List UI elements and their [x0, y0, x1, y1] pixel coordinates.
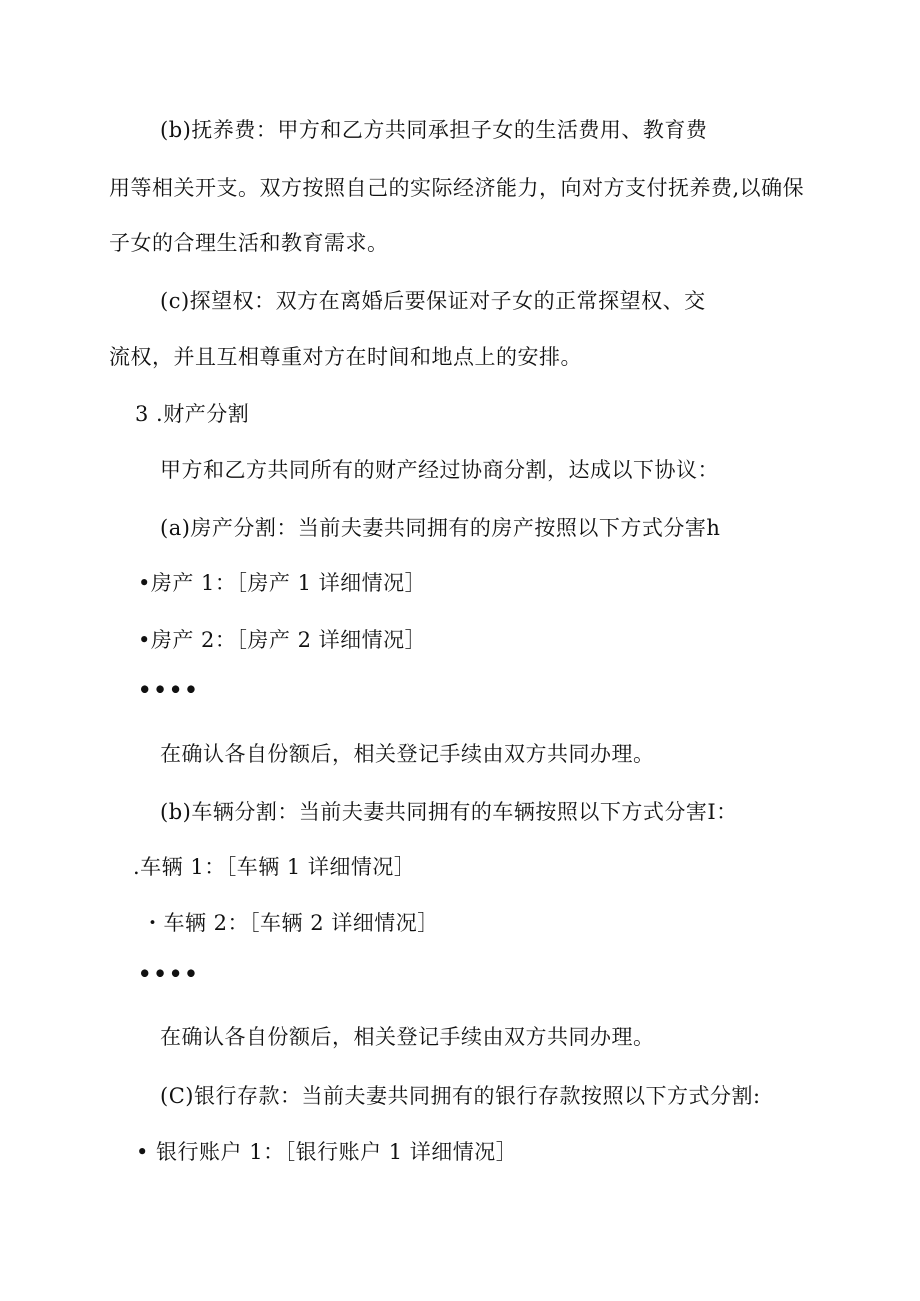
paragraph-bank-deposits: (C)银行存款：当前夫妻共同拥有的银行存款按照以下方式分割: [160, 1084, 761, 1108]
paragraph-child-support: (b)抚养费：甲方和乙方共同承担子女的生活费用、教育费 [160, 118, 708, 142]
paragraph-child-support-cont: 用等相关开支。双方按照自己的实际经济能力，向对方支付抚养费,以确保 [109, 176, 805, 200]
list-ellipsis: •••• [138, 677, 200, 702]
paragraph-registration: 在确认各自份额后，相关登记手续由双方共同办理。 [160, 1025, 655, 1049]
section-heading-property: 3 .财产分割 [135, 402, 250, 426]
list-item-vehicle-2: ・车辆 2：［车辆 2 详细情况］ [142, 911, 439, 935]
list-ellipsis: •••• [138, 961, 200, 986]
list-item-property-1: •房产 1：［房产 1 详细情况］ [138, 571, 427, 595]
paragraph-vehicles: (b)车辆分割：当前夫妻共同拥有的车辆按照以下方式分害I： [160, 800, 738, 824]
paragraph-visitation: (c)探望权：双方在离婚后要保证对子女的正常探望权、交 [160, 289, 706, 313]
list-item-bank-account-1: • 银行账户 1：［银行账户 1 详细情况］ [136, 1140, 518, 1164]
paragraph-registration: 在确认各自份额后，相关登记手续由双方共同办理。 [160, 742, 655, 766]
paragraph-child-support-end: 子女的合理生活和教育需求。 [109, 231, 389, 255]
list-item-property-2: •房产 2：［房产 2 详细情况］ [138, 628, 427, 652]
paragraph-property-intro: 甲方和乙方共同所有的财产经过协商分割，达成以下协议： [160, 458, 719, 482]
paragraph-real-estate: (a)房产分割：当前夫妻共同拥有的房产按照以下方式分害h [160, 516, 721, 540]
paragraph-visitation-cont: 流权，并且互相尊重对方在时间和地点上的安排。 [109, 345, 582, 369]
list-item-vehicle-1: .车辆 1：［车辆 1 详细情况］ [133, 855, 416, 879]
